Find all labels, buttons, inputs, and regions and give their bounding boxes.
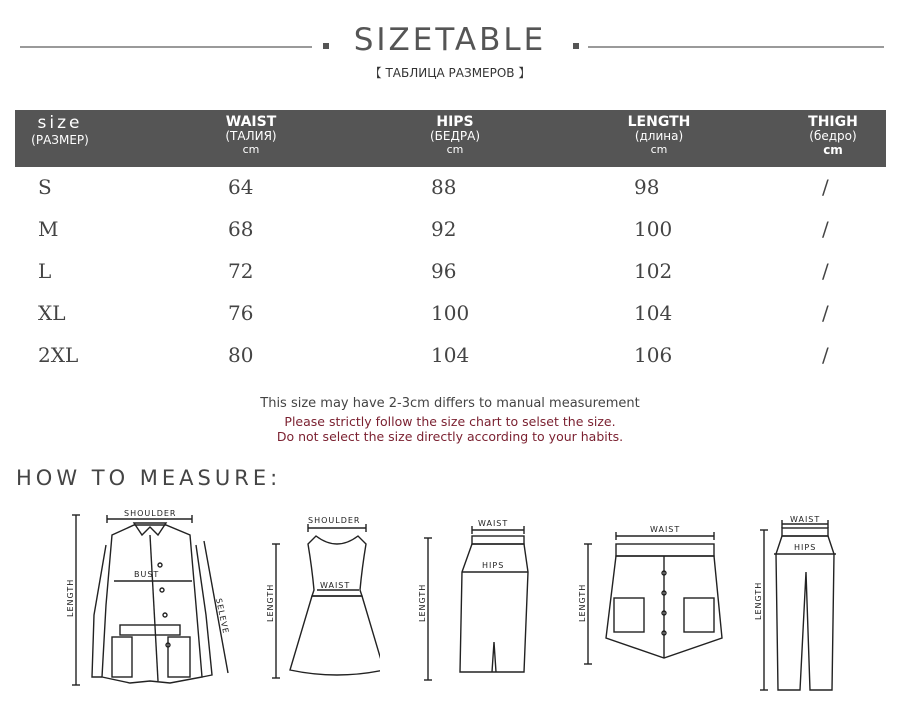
cell-thigh: /	[822, 301, 829, 325]
cell-waist: 64	[228, 175, 254, 199]
jacket-shoulder-label: SHOULDER	[124, 509, 177, 518]
jacket-bust-label: BUST	[134, 570, 160, 579]
skirt-hips-label: HIPS	[482, 561, 505, 570]
dress-shoulder-label: SHOULDER	[308, 516, 361, 525]
note-measurement-tolerance: This size may have 2-3cm differs to manual measurement	[260, 396, 640, 411]
skirt-waist-label: WAIST	[478, 519, 509, 528]
cell-length: 104	[634, 301, 673, 325]
column-header-unit: cm	[242, 142, 260, 156]
cell-hips: 92	[431, 217, 457, 241]
column-header-length	[619, 114, 699, 157]
column-header-sub: (бедро)	[809, 129, 857, 144]
page-title: SIZETABLE	[353, 22, 547, 58]
dress-waist-label: WAIST	[320, 581, 351, 590]
shorts-waist-label: WAIST	[650, 525, 681, 534]
note-habits-line: Do not select the size directly according to your habits.	[276, 429, 624, 444]
cell-thigh: /	[822, 217, 829, 241]
title-rule-right	[588, 46, 884, 48]
table-row	[0, 170, 900, 212]
size-table-header	[0, 0, 900, 95]
column-header-main: WAIST	[225, 114, 277, 130]
table-row	[0, 254, 900, 296]
column-header-sub: (БЕДРА)	[430, 129, 480, 144]
column-header-main: size	[37, 113, 83, 133]
jacket-body	[102, 525, 202, 683]
cell-waist: 68	[228, 217, 254, 241]
jacket-sleeve-label: SELEVE	[214, 597, 231, 635]
cell-hips: 104	[431, 343, 470, 367]
column-header-main: LENGTH	[627, 114, 691, 130]
column-header-unit: cm	[650, 142, 668, 156]
size-notes	[0, 396, 900, 444]
cell-hips: 100	[431, 301, 470, 325]
cell-thigh: /	[822, 343, 829, 367]
pants-length-label: LENGTH	[754, 581, 763, 620]
title-dot-right	[573, 43, 579, 49]
pants-waist-label: WAIST	[790, 515, 821, 524]
cell-waist: 80	[228, 343, 254, 367]
cell-size: M	[38, 217, 59, 241]
cell-thigh: /	[822, 259, 829, 283]
column-header-sub: (ТАЛИЯ)	[225, 129, 277, 144]
note-follow-chart-line: Please strictly follow the size chart to selset the size.	[284, 414, 616, 429]
shorts-illustration	[574, 518, 754, 678]
column-header-main: HIPS	[436, 114, 474, 130]
dress-length-label: LENGTH	[266, 583, 275, 622]
cell-length: 100	[634, 217, 673, 241]
column-header-thigh	[793, 114, 873, 158]
cell-size: L	[38, 259, 52, 283]
column-header-hips	[415, 114, 495, 157]
dress-skirt	[290, 596, 380, 675]
column-header-sub: (РАЗМЕР)	[31, 132, 89, 147]
column-header-unit: cm	[823, 142, 843, 157]
how-to-measure-heading: HOW TO MEASURE:	[16, 466, 282, 490]
page-subtitle: 【 ТАБЛИЦА РАЗМЕРОВ 】	[369, 66, 531, 80]
jacket-illustration	[62, 505, 240, 695]
cell-size: S	[38, 175, 52, 199]
skirt-illustration	[412, 512, 542, 692]
table-row	[0, 296, 900, 338]
table-row	[0, 338, 900, 380]
jacket-length-label: LENGTH	[66, 578, 75, 617]
pants-body	[776, 536, 834, 690]
cell-hips: 96	[431, 259, 457, 283]
note-follow-chart	[0, 414, 900, 444]
skirt-waistband	[472, 536, 524, 544]
cell-length: 106	[634, 343, 673, 367]
size-table-header-row	[15, 110, 886, 167]
pants-hips-label: HIPS	[794, 543, 817, 552]
pants-waistband	[782, 528, 828, 536]
column-header-sub: (длина)	[634, 129, 684, 144]
cell-thigh: /	[822, 175, 829, 199]
pants-illustration	[752, 512, 852, 696]
column-header-unit: cm	[446, 142, 464, 156]
skirt-length-label: LENGTH	[418, 583, 427, 622]
cell-hips: 88	[431, 175, 457, 199]
cell-size: XL	[38, 301, 66, 325]
shorts-waistband	[616, 544, 714, 556]
column-header-main: THIGH	[808, 114, 858, 130]
column-header-waist	[211, 114, 291, 157]
dress-illustration	[262, 510, 380, 690]
table-row	[0, 212, 900, 254]
cell-waist: 76	[228, 301, 254, 325]
shorts-length-label: LENGTH	[578, 583, 587, 622]
cell-waist: 72	[228, 259, 254, 283]
cell-length: 98	[634, 175, 660, 199]
cell-length: 102	[634, 259, 673, 283]
cell-size: 2XL	[38, 343, 79, 367]
column-header-size	[21, 114, 99, 147]
